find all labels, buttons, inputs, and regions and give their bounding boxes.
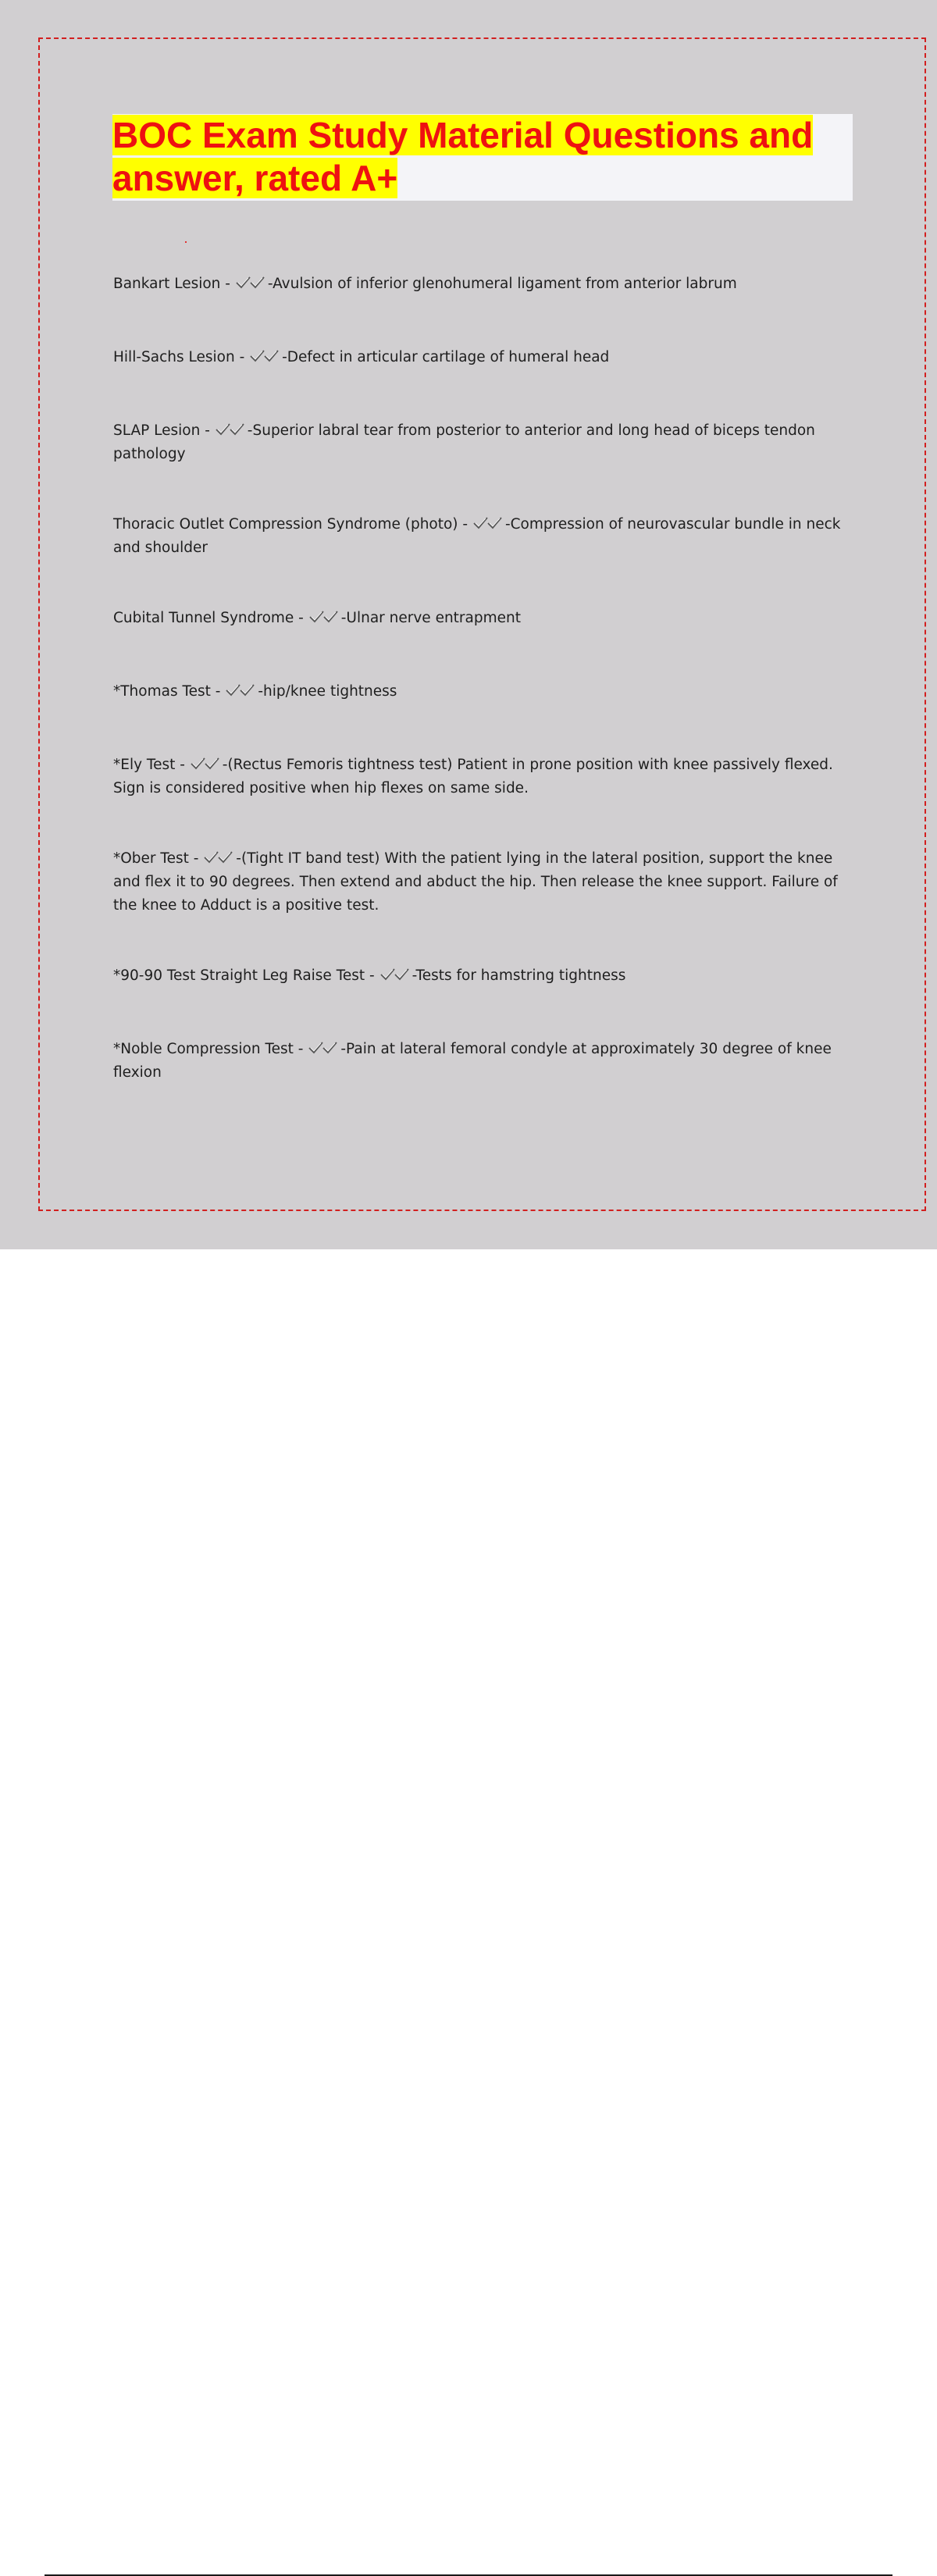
entry-term: *90-90 Test Straight Leg Raise Test [113, 967, 365, 984]
entry-term: *Noble Compression Test [113, 1041, 294, 1057]
entry [113, 346, 855, 369]
double-check-icon [203, 850, 236, 864]
entry-separator: - [210, 683, 226, 700]
entry-definition: -Tests for hamstring tightness [411, 967, 626, 984]
entry [113, 754, 855, 800]
entry-separator: - [220, 276, 235, 292]
entry-definition: -Avulsion of inferior glenohumeral ligament from anterior labrum [267, 276, 737, 292]
entry-term: Cubital Tunnel Syndrome [113, 610, 294, 626]
entry-definition: -(Tight IT band test) With the patient lying in the lateral position, support the knee and flex it to 90 degrees. Then extend and abduct the hip. Then release the knee support. Failure of the knee to Adduct is a positive test. [113, 850, 838, 914]
entry-term: SLAP Lesion [113, 422, 201, 439]
entry-separator: - [234, 349, 250, 365]
entry-separator: - [200, 422, 215, 439]
double-check-icon [225, 683, 258, 697]
entry-term: Thoracic Outlet Compression Syndrome (photo) [113, 516, 458, 533]
double-check-icon [308, 1041, 340, 1055]
entry [113, 273, 855, 296]
double-check-icon [379, 967, 412, 982]
entry [113, 964, 855, 988]
entry-definition: -Pain at lateral femoral condyle at approximately 30 degree of knee flexion [113, 1041, 832, 1081]
entry-term: *Ober Test [113, 850, 189, 867]
entry [113, 1038, 855, 1085]
entry-separator: - [458, 516, 472, 533]
entry-definition: -Ulnar nerve entrapment [340, 610, 521, 626]
entry [113, 419, 855, 466]
double-check-icon [472, 516, 505, 530]
next-page-strip [0, 1249, 937, 1327]
entry [113, 680, 855, 704]
stray-mark [185, 241, 187, 243]
entry [113, 847, 855, 917]
entry-term: *Ely Test [113, 757, 176, 773]
entry-list [113, 273, 855, 1135]
document-page [0, 0, 937, 1249]
entry-definition: -Superior labral tear from posterior to anterior and long head of biceps tendon pathology [113, 422, 815, 462]
entry-term: Hill-Sachs Lesion [113, 349, 235, 365]
entry-separator: - [365, 967, 379, 984]
entry [113, 513, 855, 560]
entry-separator: - [293, 1041, 308, 1057]
document-title [112, 114, 815, 200]
entry-term: *Thomas Test [113, 683, 211, 700]
double-check-icon [235, 276, 268, 290]
entry-definition: -Defect in articular cartilage of humeral head [282, 349, 610, 365]
entry-separator: - [175, 757, 190, 773]
double-check-icon [190, 757, 223, 771]
entry-definition: -(Rectus Femoris tightness test) Patient in prone position with knee passively flexed. Sign is considered positive when hip flexes on same side. [113, 757, 833, 796]
double-check-icon [308, 610, 341, 624]
double-check-icon [215, 422, 248, 436]
entry-separator: - [188, 850, 204, 867]
double-check-icon [249, 349, 282, 363]
entry-separator: - [294, 610, 308, 626]
title-highlight: BOC Exam Study Material Questions and answer, rated A+ [112, 115, 814, 198]
entry-definition: -hip/knee tightness [258, 683, 397, 700]
entry-term: Bankart Lesion [113, 276, 221, 292]
entry [113, 607, 855, 630]
entry-definition: -Compression of neurovascular bundle in neck and shoulder [113, 516, 841, 556]
